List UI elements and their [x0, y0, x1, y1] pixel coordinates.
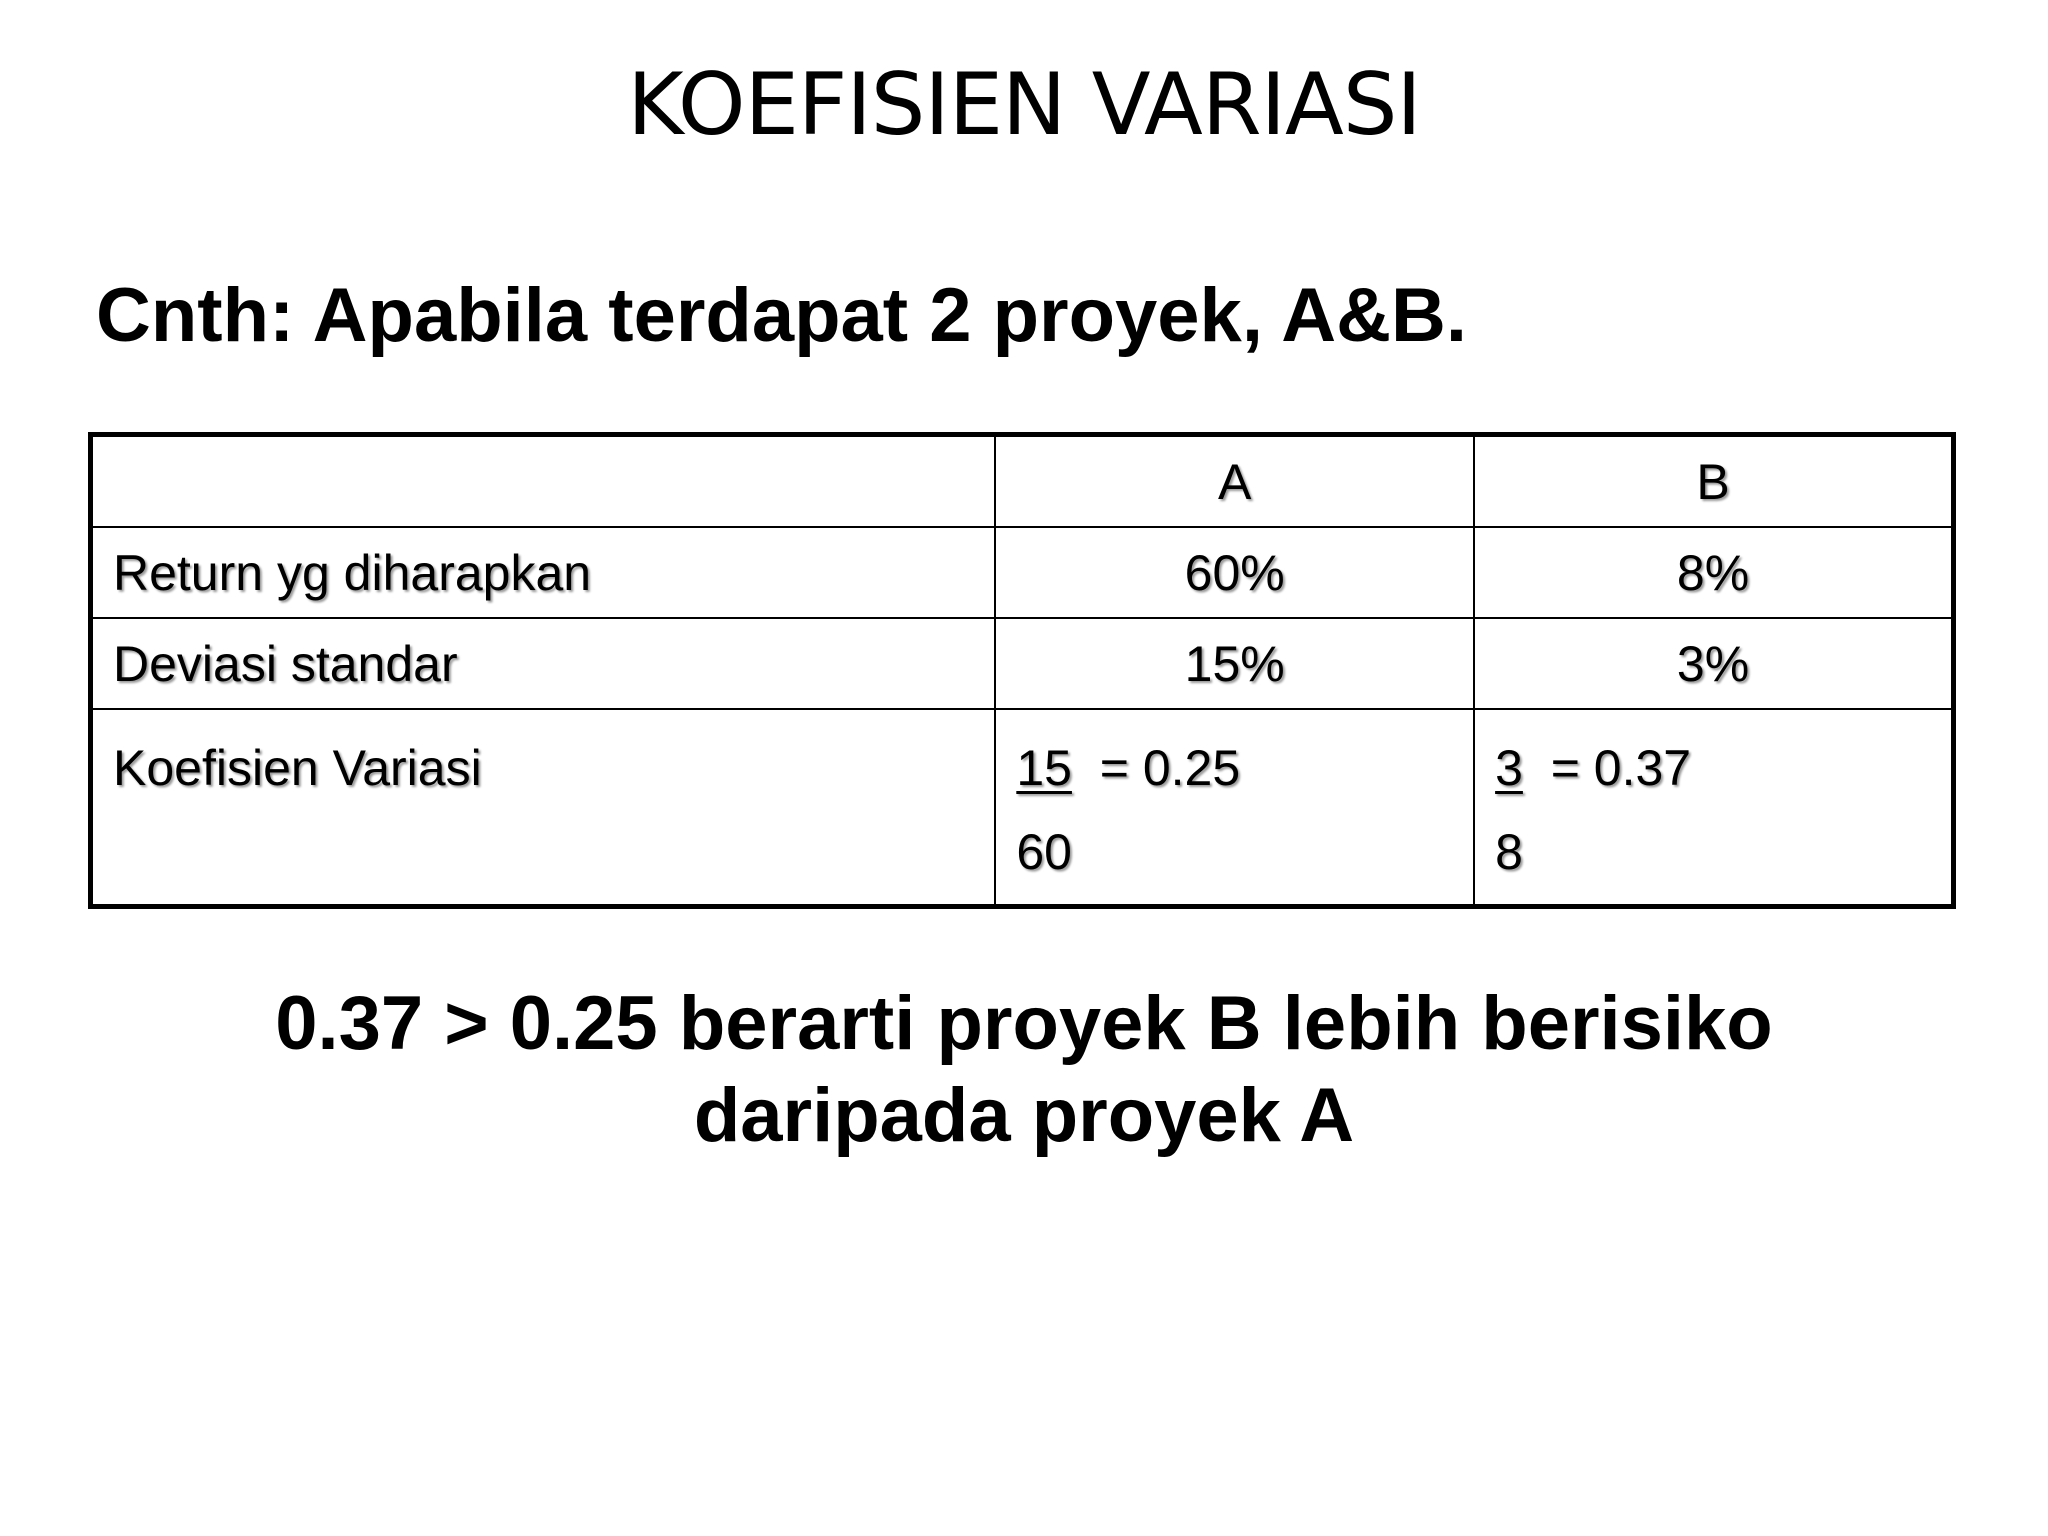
table-row — [91, 527, 1954, 618]
conclusion-text — [0, 978, 2048, 1162]
table-row-coefficient — [91, 709, 1954, 907]
coefficient-a — [995, 709, 1474, 907]
header-empty-cell — [91, 435, 996, 528]
slide-title: KOEFISIEN VARIASI — [627, 55, 1421, 155]
std-deviation-b: 3% — [1474, 618, 1953, 709]
header-project-a: A — [995, 435, 1474, 528]
coefficient-b-numerator: 3 — [1495, 740, 1523, 796]
table-row — [91, 618, 1954, 709]
coefficient-b-denominator: 8 — [1495, 824, 1523, 880]
header-project-b: B — [1474, 435, 1953, 528]
expected-return-a: 60% — [995, 527, 1474, 618]
row-label-std-deviation: Deviasi standar — [91, 618, 996, 709]
coefficient-label-text: Koefisien Variasi — [113, 740, 482, 796]
conclusion-line-1: 0.37 > 0.25 berarti proyek B lebih berisiko — [275, 981, 1773, 1066]
coefficient-b-result: = 0.37 — [1550, 740, 1692, 796]
row-label-coefficient-variation — [91, 709, 996, 907]
coefficient-a-result: = 0.25 — [1099, 740, 1241, 796]
coefficient-b-top — [1495, 726, 1931, 810]
example-subtitle: Cnth: Apabila terdapat 2 proyek, A&B. — [96, 273, 1468, 358]
std-deviation-a: 15% — [995, 618, 1474, 709]
coefficient-a-denominator: 60 — [1016, 824, 1072, 880]
conclusion-line-2: daripada proyek A — [693, 1073, 1355, 1158]
coefficient-a-numerator: 15 — [1016, 740, 1072, 796]
comparison-table — [88, 432, 1956, 909]
coefficient-a-top — [1016, 726, 1453, 810]
coefficient-b — [1474, 709, 1953, 907]
table-header-row — [91, 435, 1954, 528]
row-label-expected-return: Return yg diharapkan — [91, 527, 996, 618]
expected-return-b: 8% — [1474, 527, 1953, 618]
